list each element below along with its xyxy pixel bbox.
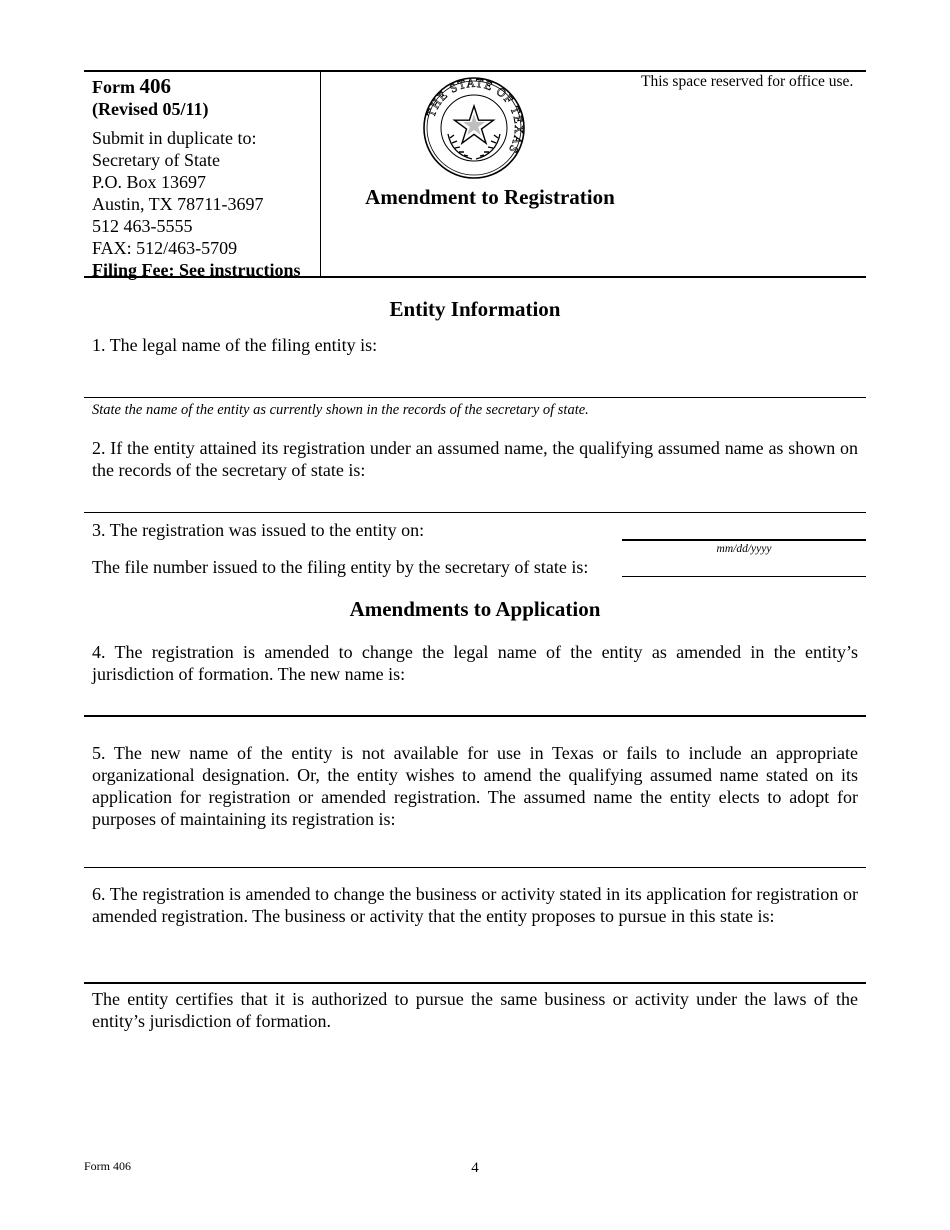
header-top-rule [84, 70, 866, 72]
form-label: Form [92, 77, 135, 97]
revised-date: (Revised 05/11) [92, 99, 209, 119]
header-divider [320, 71, 321, 277]
item-3-registration-date: 3. The registration was issued to the entity on: [92, 520, 425, 540]
business-activity-field[interactable] [84, 982, 866, 984]
submit-line: P.O. Box 13697 [92, 172, 207, 192]
item-5-assumed-name: 5. The new name of the entity is not available for use in Texas or fails to include an appropriate organizational designation. Or, the entity wishes to amend the qualifying assumed name stated on its application for registration or amended registration. The assumed name the entity elects to adopt for purposes of maintaining its registration is: [92, 743, 858, 829]
form-number-label [92, 74, 171, 99]
texas-state-seal [422, 76, 526, 180]
registration-date-field[interactable] [622, 539, 866, 541]
footer-form-label: Form 406 [84, 1159, 132, 1173]
svg-text:THE STATE OF TEXAS [424, 76, 526, 156]
new-assumed-name-field[interactable] [84, 867, 866, 868]
submit-line: Secretary of State [92, 150, 220, 170]
page-number: 4 [471, 1160, 479, 1176]
form-number: 406 [139, 74, 171, 98]
submit-line: Submit in duplicate to: [92, 128, 257, 148]
submit-line: 512 463-5555 [92, 216, 193, 236]
item-1-legal-name: 1. The legal name of the filing entity is: [92, 335, 378, 355]
amendments-heading: Amendments to Application [349, 597, 601, 621]
entity-information-heading: Entity Information [389, 297, 561, 321]
new-name-field[interactable] [84, 715, 866, 717]
filing-fee: Filing Fee: See instructions [92, 260, 301, 280]
form-title: Amendment to Registration [365, 185, 615, 209]
legal-name-instruction: State the name of the entity as currently shown in the records of the secretary of state. [92, 402, 589, 418]
assumed-name-field[interactable] [84, 512, 866, 513]
office-use-note: This space reserved for office use. [641, 73, 854, 90]
legal-name-field[interactable] [84, 397, 866, 398]
item-4-new-legal-name: 4. The registration is amended to change the legal name of the entity as amended in the entity’s jurisdiction of formation. The new name is: [92, 642, 858, 684]
submit-line: FAX: 512/463-5709 [92, 238, 238, 258]
file-number-label: The file number issued to the filing entity by the secretary of state is: [92, 557, 589, 577]
submit-line: Austin, TX 78711-3697 [92, 194, 264, 214]
seal-text: THE STATE OF TEXAS [423, 76, 526, 157]
date-format-hint: mm/dd/yyyy [716, 543, 772, 555]
certification-statement: The entity certifies that it is authorized to pursue the same business or activity under the laws of the entity’s jurisdiction of formation. [92, 989, 858, 1031]
file-number-field[interactable] [622, 576, 866, 577]
submit-address [92, 127, 300, 281]
item-2-assumed-name: 2. If the entity attained its registration under an assumed name, the qualifying assumed name as shown on the records of the secretary of state is: [92, 438, 858, 480]
item-6-business-activity: 6. The registration is amended to change the business or activity stated in its application for registration or amended registration. The business or activity that the entity proposes to pursue in this state is: [92, 884, 858, 926]
